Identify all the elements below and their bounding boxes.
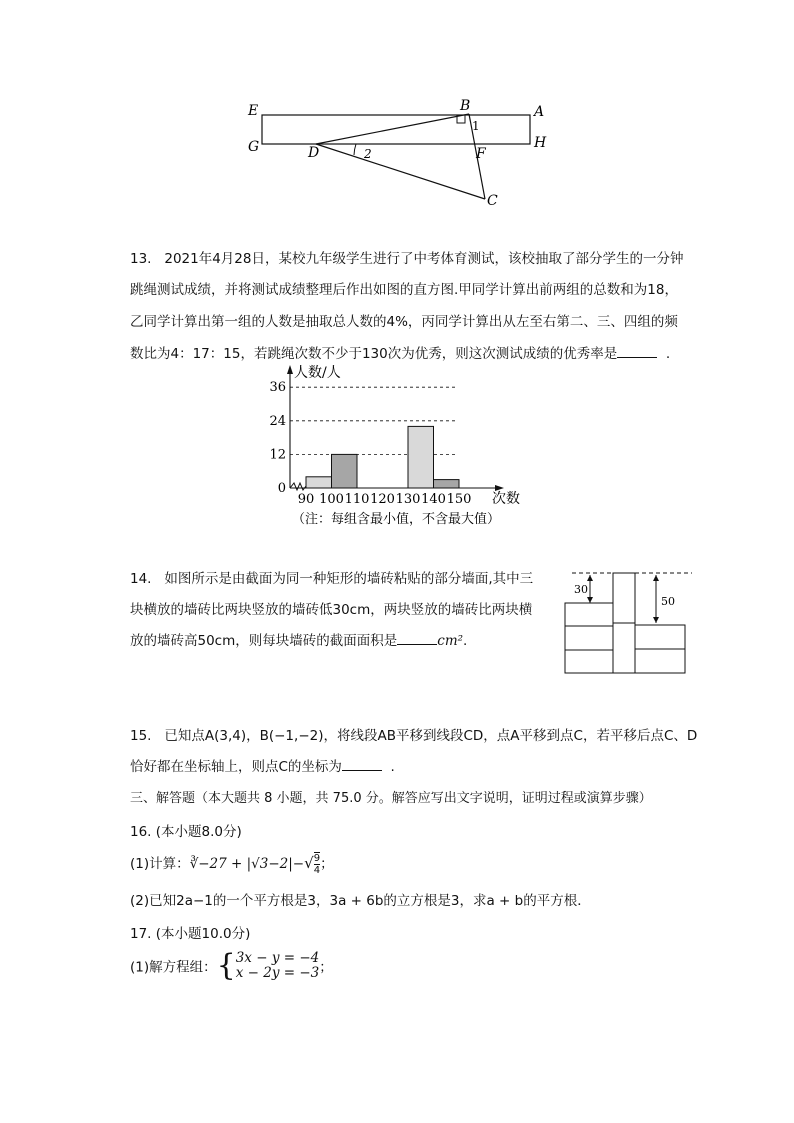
q17-equation-2: x − 2y = −3 bbox=[235, 964, 320, 981]
x-tick-label: 150 bbox=[446, 492, 472, 507]
x-tick-label: 130 bbox=[395, 492, 421, 507]
q16-part-1: (1)计算：∛−27 + |√3−2|−√ $\frac{9}{4}$ ； bbox=[130, 853, 334, 876]
y-axis-label: 人数/人 bbox=[294, 365, 341, 381]
q15-line-2 bbox=[130, 755, 395, 775]
x-tick-label: 140 bbox=[421, 492, 446, 507]
q17-part-1: (1)解方程组：{ 3x − y = −4 x − 2y = −3 ； bbox=[130, 948, 333, 983]
angle-1-label: 1 bbox=[472, 119, 480, 133]
label-C: C bbox=[487, 193, 498, 209]
histogram-chart bbox=[260, 362, 540, 532]
q14-line-3 bbox=[130, 629, 467, 649]
label-D: D bbox=[308, 145, 320, 161]
q14-line-1 bbox=[130, 567, 533, 587]
y-tick-label: 24 bbox=[269, 413, 286, 429]
histogram-bar bbox=[306, 477, 332, 488]
q13-line-2: 跳绳测试成绩，并将测试成绩整理后作出如图的直方图.甲同学计算出前两组的总数和为18， bbox=[130, 282, 678, 298]
q13-line-1 bbox=[130, 247, 683, 267]
q15-number: 15. bbox=[130, 728, 152, 744]
q14-end: . bbox=[463, 633, 468, 649]
dimension-30: 30 bbox=[574, 583, 588, 596]
q14-line-2: 块横放的墙砖比两块竖放的墙砖低30cm，两块竖放的墙砖比两块横 bbox=[130, 602, 533, 618]
x-tick-label: 110 bbox=[344, 492, 370, 507]
label-F: F bbox=[476, 146, 486, 162]
q15-text-2: 恰好都在坐标轴上，则点C的坐标为 bbox=[130, 759, 342, 775]
q16-abs-term: + |√3−2|− bbox=[231, 856, 305, 872]
q17-end: ； bbox=[319, 959, 333, 976]
y-tick-label: 0 bbox=[277, 481, 286, 496]
q13-answer-blank[interactable] bbox=[617, 345, 657, 358]
q16-frac-num: 9 bbox=[313, 853, 321, 864]
q16-part1-prefix: (1)计算： bbox=[130, 856, 190, 872]
q14-number: 14. bbox=[130, 571, 152, 587]
q13-number: 13. bbox=[130, 251, 152, 267]
q13-end: . bbox=[665, 346, 671, 362]
q17-equation-1: 3x − y = −4 bbox=[235, 949, 320, 966]
q14-text-3: 放的墙砖高50cm，则每块墙砖的截面面积是 bbox=[130, 633, 398, 649]
angle-2-label: 2 bbox=[364, 147, 372, 161]
x-axis-label: 次数 bbox=[492, 491, 520, 507]
q14-answer-blank[interactable] bbox=[397, 632, 437, 645]
q16-part1-end: ； bbox=[320, 856, 334, 872]
q16-header: 16. (本小题8.0分) bbox=[130, 824, 242, 840]
q16-part-2: (2)已知2a−1的一个平方根是3，3a + 6b的立方根是3，求a + b的平方根． bbox=[130, 893, 591, 909]
chart-note: （注：每组含最小值，不含最大值） bbox=[292, 512, 501, 527]
q15-answer-blank[interactable] bbox=[342, 758, 382, 771]
x-tick-label: 100 bbox=[319, 492, 344, 507]
x-tick-label: 120 bbox=[370, 492, 395, 507]
section-3-heading: 三、解答题（本大题共 8 小题，共 75.0 分。解答应写出文字说明，证明过程或演算步骤） bbox=[130, 791, 652, 806]
label-A: A bbox=[534, 104, 545, 120]
q17-header: 17. (本小题10.0分) bbox=[130, 926, 251, 942]
q15-end: . bbox=[390, 759, 395, 775]
label-E: E bbox=[248, 103, 259, 119]
y-tick-label: 36 bbox=[269, 380, 286, 396]
q15-line-1 bbox=[130, 724, 697, 744]
dimension-50: 50 bbox=[661, 595, 675, 608]
q13-text-4: 数比为4：17：15，若跳绳次数不少于130次为优秀，则这次测试成绩的优秀率是 bbox=[130, 346, 618, 362]
geometry-figure-parallel-lines bbox=[240, 95, 560, 215]
histogram-bar bbox=[408, 426, 434, 488]
q17-part1-prefix: (1)解方程组： bbox=[130, 959, 217, 976]
q16-cuberoot: ∛−27 bbox=[189, 856, 227, 872]
histogram-bar bbox=[332, 454, 358, 488]
q13-line-3: 乙同学计算出第一组的人数是抽取总人数的4%，丙同学计算出从左至右第二、三、四组的频 bbox=[130, 314, 678, 330]
x-tick-label: 90 bbox=[297, 492, 315, 507]
q13-text-1: 2021年4月28日，某校九年级学生进行了中考体育测试，该校抽取了部分学生的一分钟 bbox=[164, 251, 684, 267]
y-tick-label: 12 bbox=[269, 447, 286, 463]
histogram-bar bbox=[434, 480, 460, 488]
q16-frac-den: 4 bbox=[313, 865, 321, 876]
q14-unit: cm² bbox=[437, 633, 464, 649]
label-B: B bbox=[460, 98, 471, 114]
label-G: G bbox=[248, 139, 260, 155]
q15-text-1: 已知点A(3,4)，B(−1,−2)，将线段AB平移到线段CD，点A平移到点C，若平移后点C、D bbox=[164, 728, 698, 744]
label-H: H bbox=[534, 135, 547, 151]
q13-line-4 bbox=[130, 342, 670, 362]
q14-text-1: 如图所示是由截面为同一种矩形的墙砖粘贴的部分墙面,其中三 bbox=[164, 571, 534, 587]
brick-wall-figure bbox=[560, 567, 695, 675]
